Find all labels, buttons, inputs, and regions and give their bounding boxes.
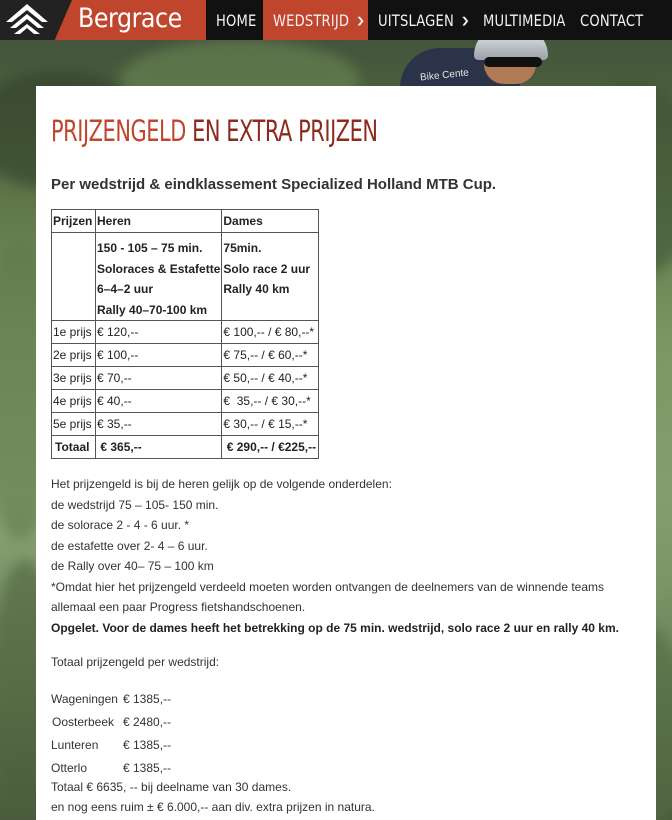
prize-table [51,209,319,459]
chevron-down-icon: ❯ [355,14,366,26]
nav-multimedia[interactable]: MULTIMEDIA [483,10,566,30]
location-totals [51,688,171,780]
list-item: Oosterbeek € 2480,-- [52,714,172,729]
totaal-line: Totaal € 6635, -- bij deelname van 30 dames. [51,779,292,794]
content-card [36,86,656,820]
opgelet-note: Opgelet. Voor de dames heeft het betrekking op de 75 min. wedstrijd, solo race 2 uur en rally 40 km. [51,620,619,635]
page-subtitle: Per wedstrijd & eindklassement Specialized Holland MTB Cup. [51,176,497,193]
extra-line: en nog eens ruim ± € 6.000,-- aan div. extra prijzen in natura. [51,800,375,814]
table-row: 3e prijs € 70,-- € 50,-- / € 40,--* [52,367,319,390]
totaal-heading: Totaal prijzengeld per wedstrijd: [51,655,220,669]
main-nav [206,0,670,40]
table-row: 2e prijs € 100,-- € 75,-- / € 60,--* [52,344,319,367]
prize-table-detail-row: 150 - 105 – 75 min. Soloraces & Estafette 6–4–2 uur Rally 40–70-100 km 75min. Solo race 2 uur Rally 40 km [52,233,319,321]
hero-rider-image [392,40,622,86]
nav-home[interactable]: HOME [216,10,257,30]
page-title: PRIJZENGELD EN EXTRA PRIJZEN [51,114,378,148]
site-header [0,0,672,40]
prize-table-header: Prijzen Heren Dames [52,210,319,233]
list-item: Lunteren € 1385,-- [51,737,172,752]
nav-wedstrijd[interactable]: WEDSTRIJD ❯ [263,0,368,40]
table-row: 1e prijs € 120,-- € 100,-- / € 80,--* [52,321,319,344]
brand-home-link[interactable] [0,0,206,40]
mountain-logo-icon [0,0,72,40]
brand-name: Bergrace [78,3,182,34]
prize-table-total-row: Totaal € 365,-- € 290,-- / €225,-- [52,436,319,459]
prize-description: Het prijzengeld is bij de heren gelijk op de volgende onderdelen: de wedstrijd 75 – 105- 150 min. de solorace 2 - 4 - 6 uur. * de estafette over 2- 4 – 6 uur. de Rally over 40– 75 – 100 km *Omdat hier het prijzengeld verdeeld moeten worden ontvangen de deelnemers van de winnende teams allemaal een paar Progress fietshandschoenen. Opgelet. Voor de dames heeft het betrekking op de 75 min. wedstrijd, solo race 2 uur en rally 40 km. Totaal prijzengeld per wedstrijd: Wageningen € 1385,-- Oosterbeek € 2480,-- Lunteren € 1385,-- Otterlo € 1385,-- Totaal € 6635, -- bij deelname van 30 dames. en nog eens ruim ± € 6.000,-- aan div. extra prijzen in natura. [51,474,641,818]
list-item: Otterlo € 1385,-- [51,760,172,775]
list-item: Wageningen € 1385,-- [51,691,172,706]
nav-contact[interactable]: CONTACT [580,10,644,30]
jersey-text: Bike Cente [419,67,470,84]
chevron-down-icon: ❯ [460,14,471,26]
nav-uitslagen[interactable]: UITSLAGEN ❯ [378,10,471,30]
table-row: 5e prijs € 35,-- € 30,-- / € 15,--* [52,413,319,436]
table-row: 4e prijs € 40,-- € 35,-- / € 30,--* [52,390,319,413]
